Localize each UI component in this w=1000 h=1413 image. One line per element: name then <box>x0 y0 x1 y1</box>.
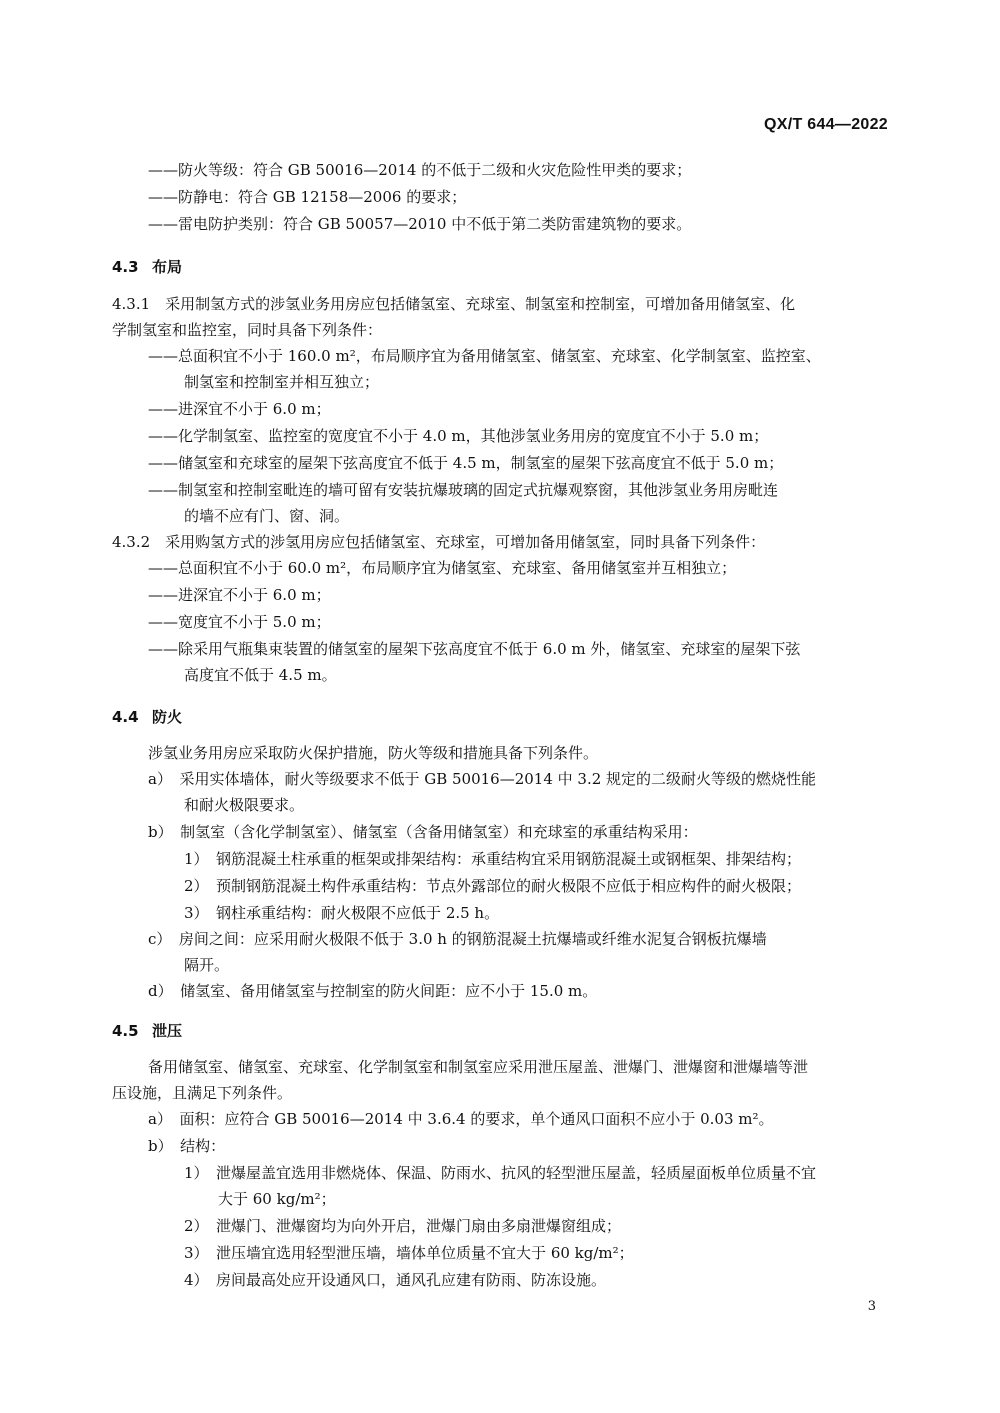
clause-text: 学制氢室和监控室，同时具备下列条件： <box>112 321 383 339</box>
paragraph: 涉氢业务用房应采取防火保护措施，防火等级和措施具备下列条件。 <box>148 744 599 762</box>
list-item-continuation: 高度宜不低于 4.5 m。 <box>184 666 337 684</box>
list-item: ——储氢室和充球室的屋架下弦高度宜不低于 4.5 m，制氢室的屋架下弦高度宜不低于 5.0 m； <box>148 454 784 472</box>
list-item-continuation: 制氢室和控制室并相互独立； <box>184 373 380 391</box>
list-item: ——防静电：符合 GB 12158—2006 的要求； <box>148 188 467 206</box>
list-item: ——防火等级：符合 GB 50016—2014 的不低于二级和火灾危险性甲类的要求； <box>148 161 692 179</box>
standard-code-header: QX/T 644—2022 <box>764 116 888 133</box>
section-number: 4.5 <box>112 1022 139 1040</box>
list-item-continuation: 和耐火极限要求。 <box>184 796 305 814</box>
list-item: ——化学制氢室、监控室的宽度宜不小于 4.0 m，其他涉氢业务用房的宽度宜不小于 5.0 m； <box>148 427 769 445</box>
paragraph-continuation: 压设施，且满足下列条件。 <box>112 1084 293 1102</box>
sub-list-item: 4） 房间最高处应开设通风口，通风孔应建有防雨、防冻设施。 <box>184 1271 607 1289</box>
section-heading-4-5 <box>112 1021 182 1041</box>
section-number: 4.4 <box>112 708 139 726</box>
section-title: 布局 <box>152 258 183 276</box>
list-item: ——宽度宜不小于 5.0 m； <box>148 613 331 631</box>
sub-list-item: 1） 钢筋混凝土柱承重的框架或排架结构：承重结构宜采用钢筋混凝土或钢框架、排架结构； <box>184 850 802 868</box>
list-item: ——进深宜不小于 6.0 m； <box>148 586 331 604</box>
list-item: ——进深宜不小于 6.0 m； <box>148 400 331 418</box>
list-item-continuation: 隔开。 <box>184 956 230 974</box>
section-heading-4-4 <box>112 707 182 727</box>
sub-list-item-continuation: 大于 60 kg/m²； <box>218 1190 336 1208</box>
list-item: a） 面积：应符合 GB 50016—2014 中 3.6.4 的要求，单个通风口面积不应小于 0.03 m²。 <box>148 1110 774 1128</box>
list-item: c） 房间之间：应采用耐火极限不低于 3.0 h 的钢筋混凝土抗爆墙或纤维水泥复合钢板抗爆墙 <box>148 930 767 948</box>
sub-list-item: 2） 预制钢筋混凝土构件承重结构：节点外露部位的耐火极限不应低于相应构件的耐火极限； <box>184 877 802 895</box>
list-item: ——总面积宜不小于 160.0 m²，布局顺序宜为备用储氢室、储氢室、充球室、化学制氢室、监控室、 <box>148 347 821 365</box>
page-number: 3 <box>867 1299 876 1314</box>
list-item-continuation: 的墙不应有门、窗、洞。 <box>184 507 350 525</box>
clause-text: 4.3.1 采用制氢方式的涉氢业务用房应包括储氢室、充球室、制氢室和控制室，可增加备用储氢室、化 <box>112 295 796 313</box>
sub-list-item: 3） 泄压墙宜选用轻型泄压墙，墙体单位质量不宜大于 60 kg/m²； <box>184 1244 634 1262</box>
list-item: ——雷电防护类别：符合 GB 50057—2010 中不低于第二类防雷建筑物的要求。 <box>148 215 692 233</box>
list-item: d） 储氢室、备用储氢室与控制室的防火间距：应不小于 15.0 m。 <box>148 982 598 1000</box>
section-title: 防火 <box>152 708 183 726</box>
section-heading-4-3 <box>112 257 182 277</box>
section-number: 4.3 <box>112 258 139 276</box>
list-item: ——制氢室和控制室毗连的墙可留有安装抗爆玻璃的固定式抗爆观察窗，其他涉氢业务用房毗连 <box>148 481 779 499</box>
paragraph: 备用储氢室、储氢室、充球室、化学制氢室和制氢室应采用泄压屋盖、泄爆门、泄爆窗和泄爆墙等泄 <box>148 1058 809 1076</box>
list-item: ——总面积宜不小于 60.0 m²，布局顺序宜为储氢室、充球室、备用储氢室并互相独立； <box>148 559 737 577</box>
list-item: ——除采用气瓶集束装置的储氢室的屋架下弦高度宜不低于 6.0 m 外，储氢室、充球室的屋架下弦 <box>148 640 801 658</box>
list-item: b） 结构： <box>148 1137 226 1155</box>
section-title: 泄压 <box>152 1022 183 1040</box>
sub-list-item: 2） 泄爆门、泄爆窗均为向外开启，泄爆门扇由多扇泄爆窗组成； <box>184 1217 622 1235</box>
clause-text: 4.3.2 采用购氢方式的涉氢用房应包括储氢室、充球室，可增加备用储氢室，同时具备下列条件： <box>112 533 766 551</box>
sub-list-item: 1） 泄爆屋盖宜选用非燃烧体、保温、防雨水、抗风的轻型泄压屋盖，轻质屋面板单位质量不宜 <box>184 1164 817 1182</box>
sub-list-item: 3） 钢柱承重结构：耐火极限不应低于 2.5 h。 <box>184 904 500 922</box>
list-item: a） 采用实体墙体，耐火等级要求不低于 GB 50016—2014 中 3.2 规定的二级耐火等级的燃烧性能 <box>148 770 817 788</box>
list-item: b） 制氢室（含化学制氢室）、储氢室（含备用储氢室）和充球室的承重结构采用： <box>148 823 698 841</box>
